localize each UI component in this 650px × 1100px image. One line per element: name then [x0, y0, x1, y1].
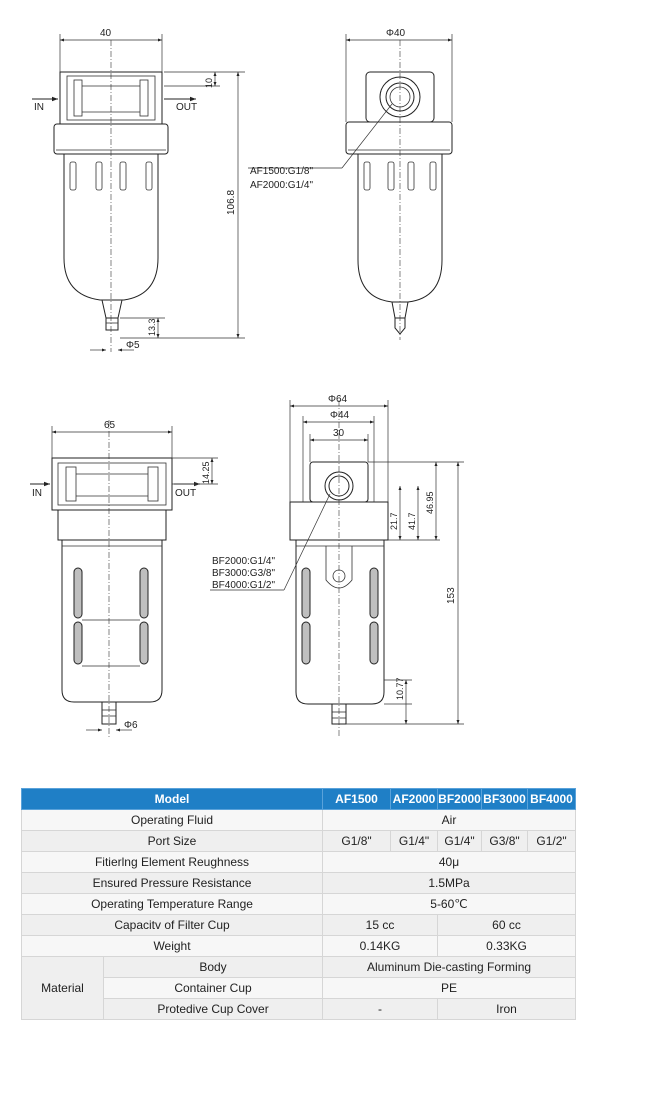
cell: 60 cc — [438, 915, 576, 936]
dim-41-7: 41.7 — [407, 512, 417, 530]
top-dim: 10 — [204, 77, 214, 88]
row-label: Protedive Cup Cover — [104, 999, 323, 1020]
row-label: Port Size — [22, 831, 323, 852]
cell: G1/8" — [323, 831, 391, 852]
cell: 0.14KG — [323, 936, 438, 957]
table-row — [22, 957, 576, 978]
port-note-bf3000: BF3000:G3/8" — [212, 568, 276, 579]
dim-phi64: Φ64 — [328, 394, 348, 405]
width-dim: 40 — [100, 28, 112, 39]
row-value: Aluminum Die-casting Forming — [323, 957, 576, 978]
filter-front-view — [32, 28, 245, 352]
row-label: Container Cup — [104, 978, 323, 999]
inlet-label: IN — [34, 102, 44, 113]
height-dim: 106.8 — [226, 189, 237, 215]
row-label: Operating Temperature Range — [22, 894, 323, 915]
row-value: 5-60℃ — [323, 894, 576, 915]
large-outlet-label: OUT — [175, 488, 197, 499]
cell: G1/4" — [391, 831, 438, 852]
dim-21-7: 21.7 — [389, 512, 399, 530]
table-row — [22, 936, 576, 957]
table-row — [22, 915, 576, 936]
cell: G1/2" — [528, 831, 576, 852]
table-row — [22, 873, 576, 894]
large-filter-side-view — [210, 394, 464, 736]
large-width-dim: 65 — [104, 420, 116, 431]
model-af2000: AF2000 — [391, 789, 438, 810]
cell: 15 cc — [323, 915, 438, 936]
large-top-dim: 14.25 — [201, 461, 211, 484]
port-note-af1500: AF1500:G1/8" — [250, 166, 314, 177]
table-row — [22, 999, 576, 1020]
row-value: 1.5MPa — [323, 873, 576, 894]
row-label: Weight — [22, 936, 323, 957]
row-label: Body — [104, 957, 323, 978]
bottom-dim: 13.3 — [147, 318, 157, 336]
model-bf3000: BF3000 — [482, 789, 528, 810]
row-label: Capacitv of Filter Cup — [22, 915, 323, 936]
port-note-bf4000: BF4000:G1/2" — [212, 580, 276, 591]
outlet-label: OUT — [176, 102, 198, 113]
table-row — [22, 810, 576, 831]
row-label: Operating Fluid — [22, 810, 323, 831]
row-label: Ensured Pressure Resistance — [22, 873, 323, 894]
model-header: Model — [22, 789, 323, 810]
material-label: Material — [22, 957, 104, 1020]
port-note-af2000: AF2000:G1/4" — [250, 180, 314, 191]
row-value: 40μ — [323, 852, 576, 873]
dim-phi44: Φ44 — [330, 410, 350, 421]
large-inlet-label: IN — [32, 488, 42, 499]
table-row — [22, 831, 576, 852]
model-af1500: AF1500 — [323, 789, 391, 810]
port-note-bf2000: BF2000:G1/4" — [212, 556, 276, 567]
table-row — [22, 894, 576, 915]
filter-side-view — [248, 28, 452, 340]
dim-46-95: 46.95 — [425, 491, 435, 514]
cell: Iron — [438, 999, 576, 1020]
dim-10-77: 10.77 — [395, 677, 405, 700]
row-value: PE — [323, 978, 576, 999]
large-drain-dim: Φ6 — [124, 720, 138, 731]
cell: - — [323, 999, 438, 1020]
spec-table — [21, 788, 576, 1020]
cell: G1/4" — [438, 831, 482, 852]
table-row — [22, 852, 576, 873]
dim-153: 153 — [446, 587, 457, 604]
table-header-row — [22, 789, 576, 810]
drain-dim: Φ5 — [126, 340, 140, 351]
dim-30: 30 — [333, 428, 345, 439]
model-bf4000: BF4000 — [528, 789, 576, 810]
row-value: Air — [323, 810, 576, 831]
cell: 0.33KG — [438, 936, 576, 957]
row-label: Fitierlng Element Reughness — [22, 852, 323, 873]
side-width-dim: Φ40 — [386, 28, 406, 39]
large-filter-front-view — [30, 420, 218, 738]
cell: G3/8" — [482, 831, 528, 852]
table-row — [22, 978, 576, 999]
model-bf2000: BF2000 — [438, 789, 482, 810]
